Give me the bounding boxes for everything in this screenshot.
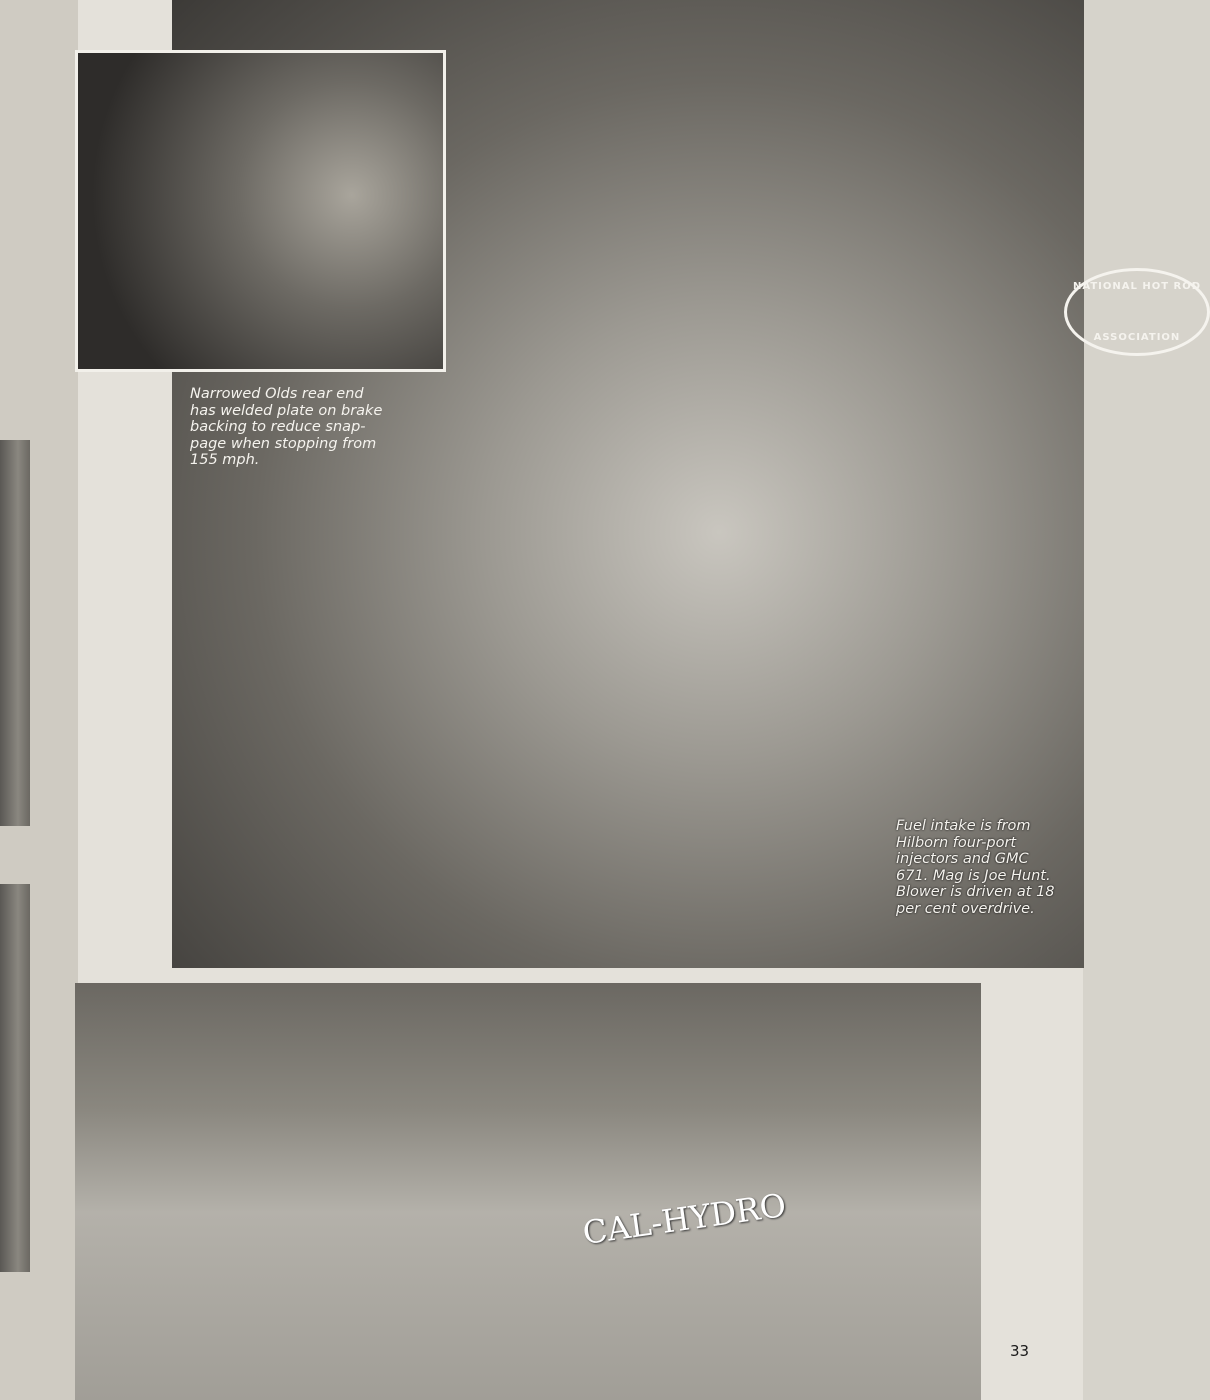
rear-end-caption: Narrowed Olds rear end has welded plate on brake backing to reduce snap-page when stopping from 155 mph. bbox=[190, 386, 383, 468]
page-number: 33 bbox=[1010, 1342, 1030, 1360]
facing-page-photo bbox=[0, 440, 30, 826]
car-lettering: CAL-HYDRO bbox=[580, 1185, 789, 1253]
nhra-decal: NATIONAL HOT ROD ASSOCIATION bbox=[1064, 268, 1210, 356]
fuel-intake-caption: Fuel intake is from Hilborn four-port injectors and GMC 671. Mag is Joe Hunt. Blower is driven at 18 per cent overdrive. bbox=[896, 818, 1055, 917]
rear-end-photo bbox=[75, 50, 446, 372]
facing-page-photo bbox=[0, 884, 30, 1272]
dragster-photo bbox=[75, 983, 981, 1400]
facing-page-edge bbox=[0, 0, 78, 1400]
